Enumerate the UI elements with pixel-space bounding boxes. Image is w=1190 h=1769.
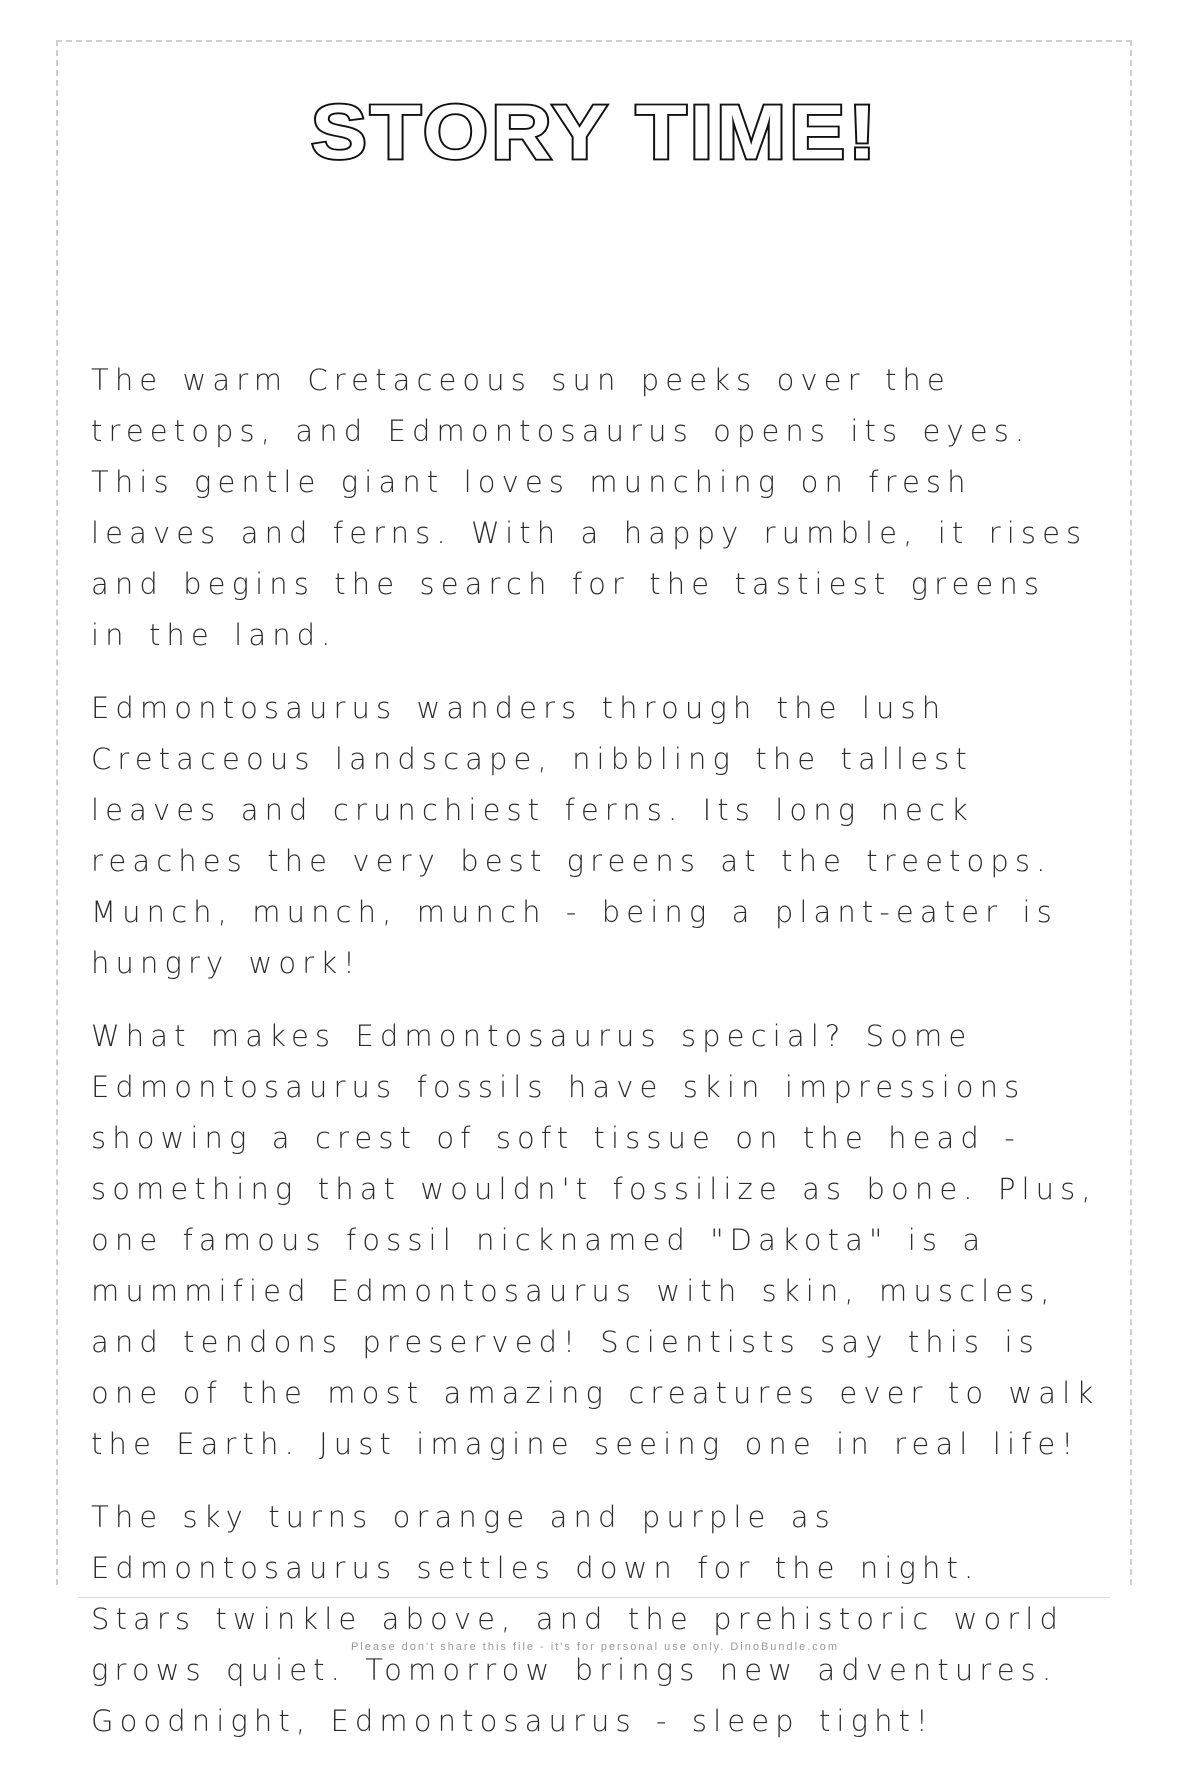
story-paragraph-2: Edmontosaurus wanders through the lush Cretaceous landscape, nibbling the tallest leaves and crunchiest ferns. Its long neck reaches the very best greens at the treetops. Munch, munch, munch - being a plant-eater is hungry work!	[91, 691, 1058, 980]
footer-note: Please don't share this file - it's for personal use only. DinoBundle.com	[350, 1641, 840, 1653]
footer-divider	[78, 1597, 1110, 1598]
title-container	[0, 90, 1190, 174]
story-paragraph-4: The sky turns orange and purple as Edmontosaurus settles down for the night. Stars twinkle above, and the prehistoric world grows quiet. Tomorrow brings new adventures. Goodnight, Edmontosaurus - sleep tight!	[91, 1500, 1064, 1738]
story-body	[91, 355, 1101, 1769]
story-paragraph-3: What makes Edmontosaurus special? Some Edmontosaurus fossils have skin impressions showing a crest of soft tissue on the head - something that wouldn't fossilize as bone. Plus, one famous fossil nicknamed "Dakota" is a mummified Edmontosaurus with skin, muscles, and tendons preserved! Scientists say this is one of the most amazing creatures ever to walk the Earth. Just imagine seeing one in real life!	[91, 1019, 1100, 1461]
story-paragraph-1: The warm Cretaceous sun peeks over the treetops, and Edmontosaurus opens its eyes. This gentle giant loves munching on fresh leaves and ferns. With a happy rumble, it rises and begins the search for the tastiest greens in the land.	[91, 363, 1088, 652]
page-title: STORY TIME!	[310, 88, 880, 176]
